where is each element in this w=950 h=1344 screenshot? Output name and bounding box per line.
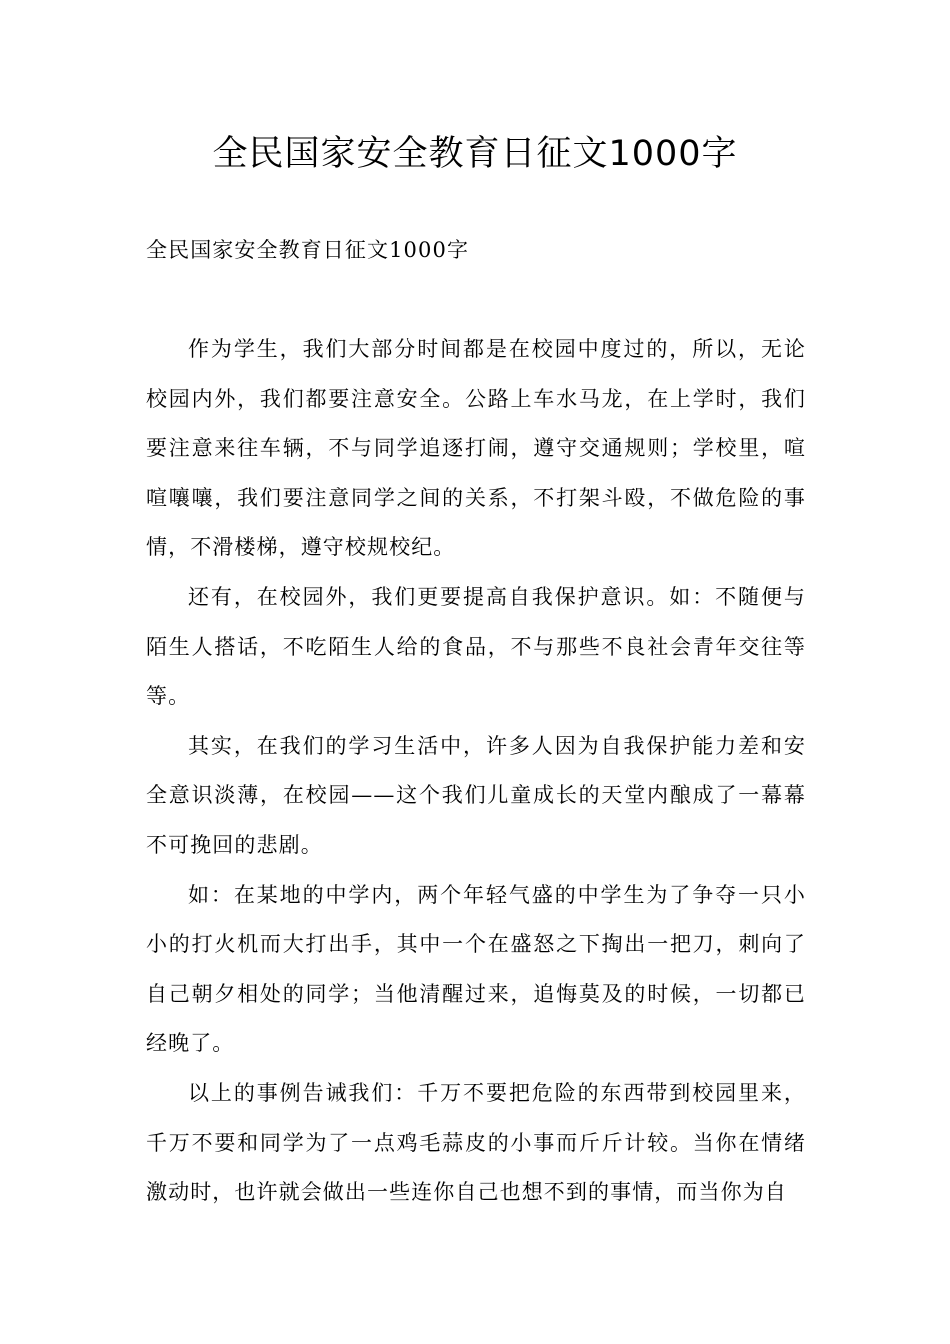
document-body [146,325,806,1218]
paragraph: 以上的事例告诫我们：千万不要把危险的东西带到校园里来，千万不要和同学为了一点鸡毛蒜皮的小事而斤斤计较。当你在情绪激动时，也许就会做出一些连你自己也想不到的事情，而当你为自 [146,1080,806,1205]
paragraph: 还有，在校园外，我们更要提高自我保护意识。如：不随便与陌生人搭话，不吃陌生人给的食品，不与那些不良社会青年交往等等。 [146,584,806,709]
document-subtitle: 全民国家安全教育日征文1000字 [146,238,470,262]
document-title: 全民国家安全教育日征文1000字 [212,134,738,174]
paragraph: 其实，在我们的学习生活中，许多人因为自我保护能力差和安全意识淡薄，在校园——这个我们儿童成长的天堂内酿成了一幕幕不可挽回的悲剧。 [146,733,806,857]
paragraph: 作为学生，我们大部分时间都是在校园中度过的，所以，无论校园内外，我们都要注意安全。公路上车水马龙，在上学时，我们要注意来往车辆，不与同学追逐打闹，遵守交通规则；学校里，喧喧嚷嚷，我们要注意同学之间的关系，不打架斗殴，不做危险的事情，不滑楼梯，遵守校规校纪。 [146,337,806,560]
paragraph: 如：在某地的中学内，两个年轻气盛的中学生为了争夺一只小小的打火机而大打出手，其中一个在盛怒之下掏出一把刀，刺向了自己朝夕相处的同学；当他清醒过来，追悔莫及的时候，一切都已经晚了。 [146,882,806,1056]
